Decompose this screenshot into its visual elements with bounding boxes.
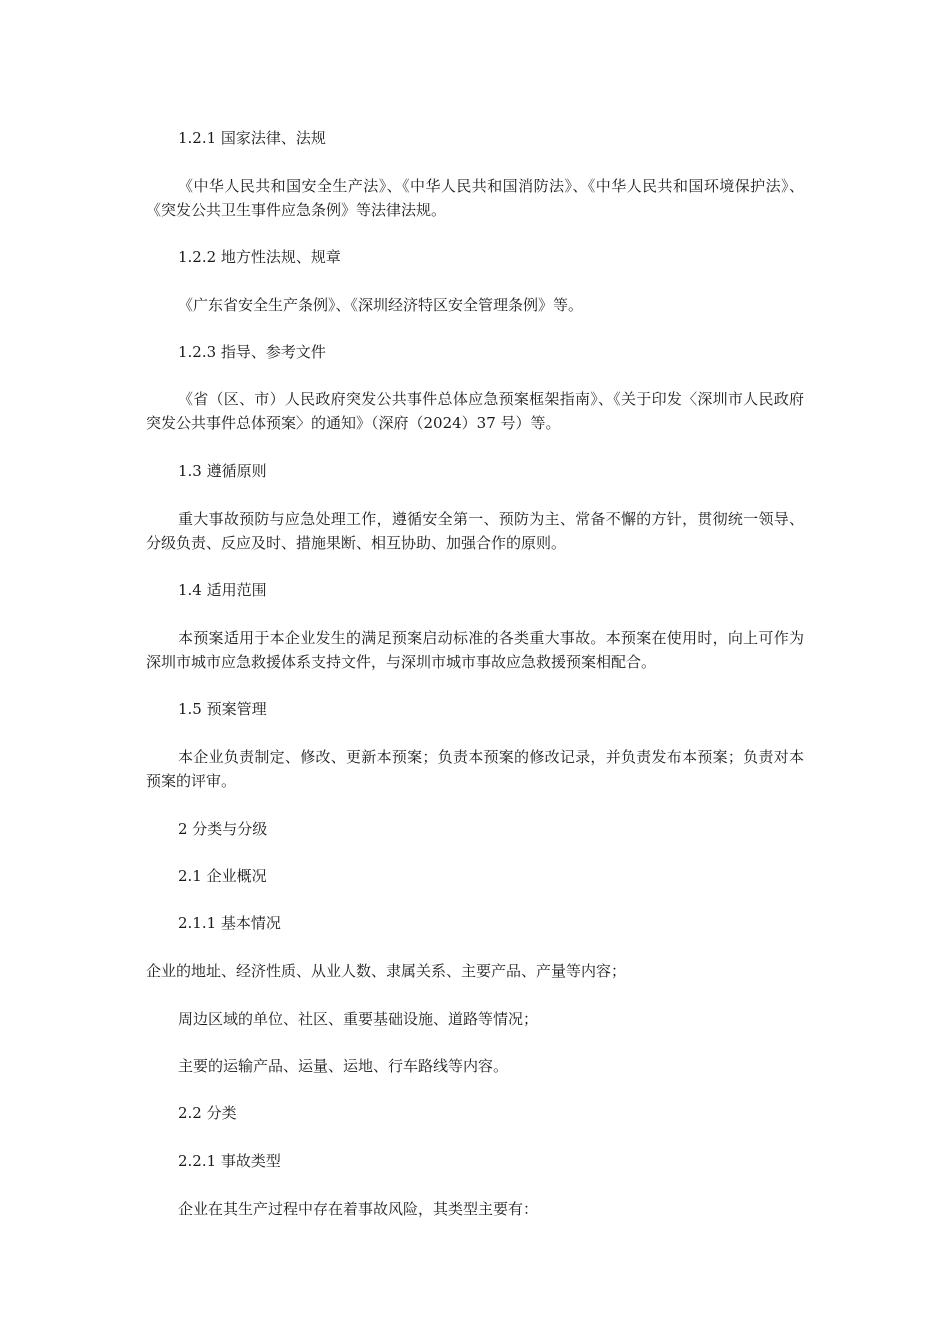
heading-2-1: 2.1 企业概况 [178,867,267,885]
paragraph-surrounding-area: 周边区域的单位、社区、重要基础设施、道路等情况； [178,1010,539,1028]
paragraph-scope: 本预案适用于本企业发生的满足预案启动标准的各类重大事故。本预案在使用时，向上可作为深圳市城市应急救援体系支持文件，与深圳市城市事故应急救援预案相配合。 [146,629,804,671]
paragraph-plan-management: 本企业负责制定、修改、更新本预案；负责本预案的修改记录，并负责发布本预案；负责对本预案的评审。 [146,748,804,790]
document-page [146,0,804,1344]
heading-2-2-1: 2.2.1 事故类型 [178,1152,281,1170]
heading-1-4: 1.4 适用范围 [178,581,267,599]
heading-1-2-3: 1.2.3 指导、参考文件 [178,343,326,361]
heading-1-5: 1.5 预案管理 [178,700,267,718]
paragraph-local-regulations: 《广东省安全生产条例》、《深圳经济特区安全管理条例》等。 [178,296,584,314]
heading-1-3: 1.3 遵循原则 [178,462,267,480]
paragraph-transport: 主要的运输产品、运量、运地、行车路线等内容。 [178,1057,509,1075]
heading-2-2: 2.2 分类 [178,1104,237,1122]
paragraph-reference-documents: 《省（区、市）人民政府突发公共事件总体应急预案框架指南》、《关于印发〈深圳市人民政府突发公共事件总体预案〉的通知》（深府（2024）37 号）等。 [146,390,804,432]
heading-1-2-1: 1.2.1 国家法律、法规 [178,129,326,147]
heading-2-1-1: 2.1.1 基本情况 [178,914,281,932]
heading-2: 2 分类与分级 [178,820,268,838]
heading-1-2-2: 1.2.2 地方性法规、规章 [178,248,341,266]
paragraph-basic-info: 企业的地址、经济性质、从业人数、隶属关系、主要产品、产量等内容； [146,962,627,980]
paragraph-principles: 重大事故预防与应急处理工作，遵循安全第一、预防为主、常备不懈的方针，贯彻统一领导、分级负责、反应及时、措施果断、相互协助、加强合作的原则。 [146,510,804,552]
paragraph-accident-types: 企业在其生产过程中存在着事故风险，其类型主要有： [178,1200,539,1218]
paragraph-national-laws: 《中华人民共和国安全生产法》、《中华人民共和国消防法》、《中华人民共和国环境保护法》、《突发公共卫生事件应急条例》等法律法规。 [146,177,804,219]
